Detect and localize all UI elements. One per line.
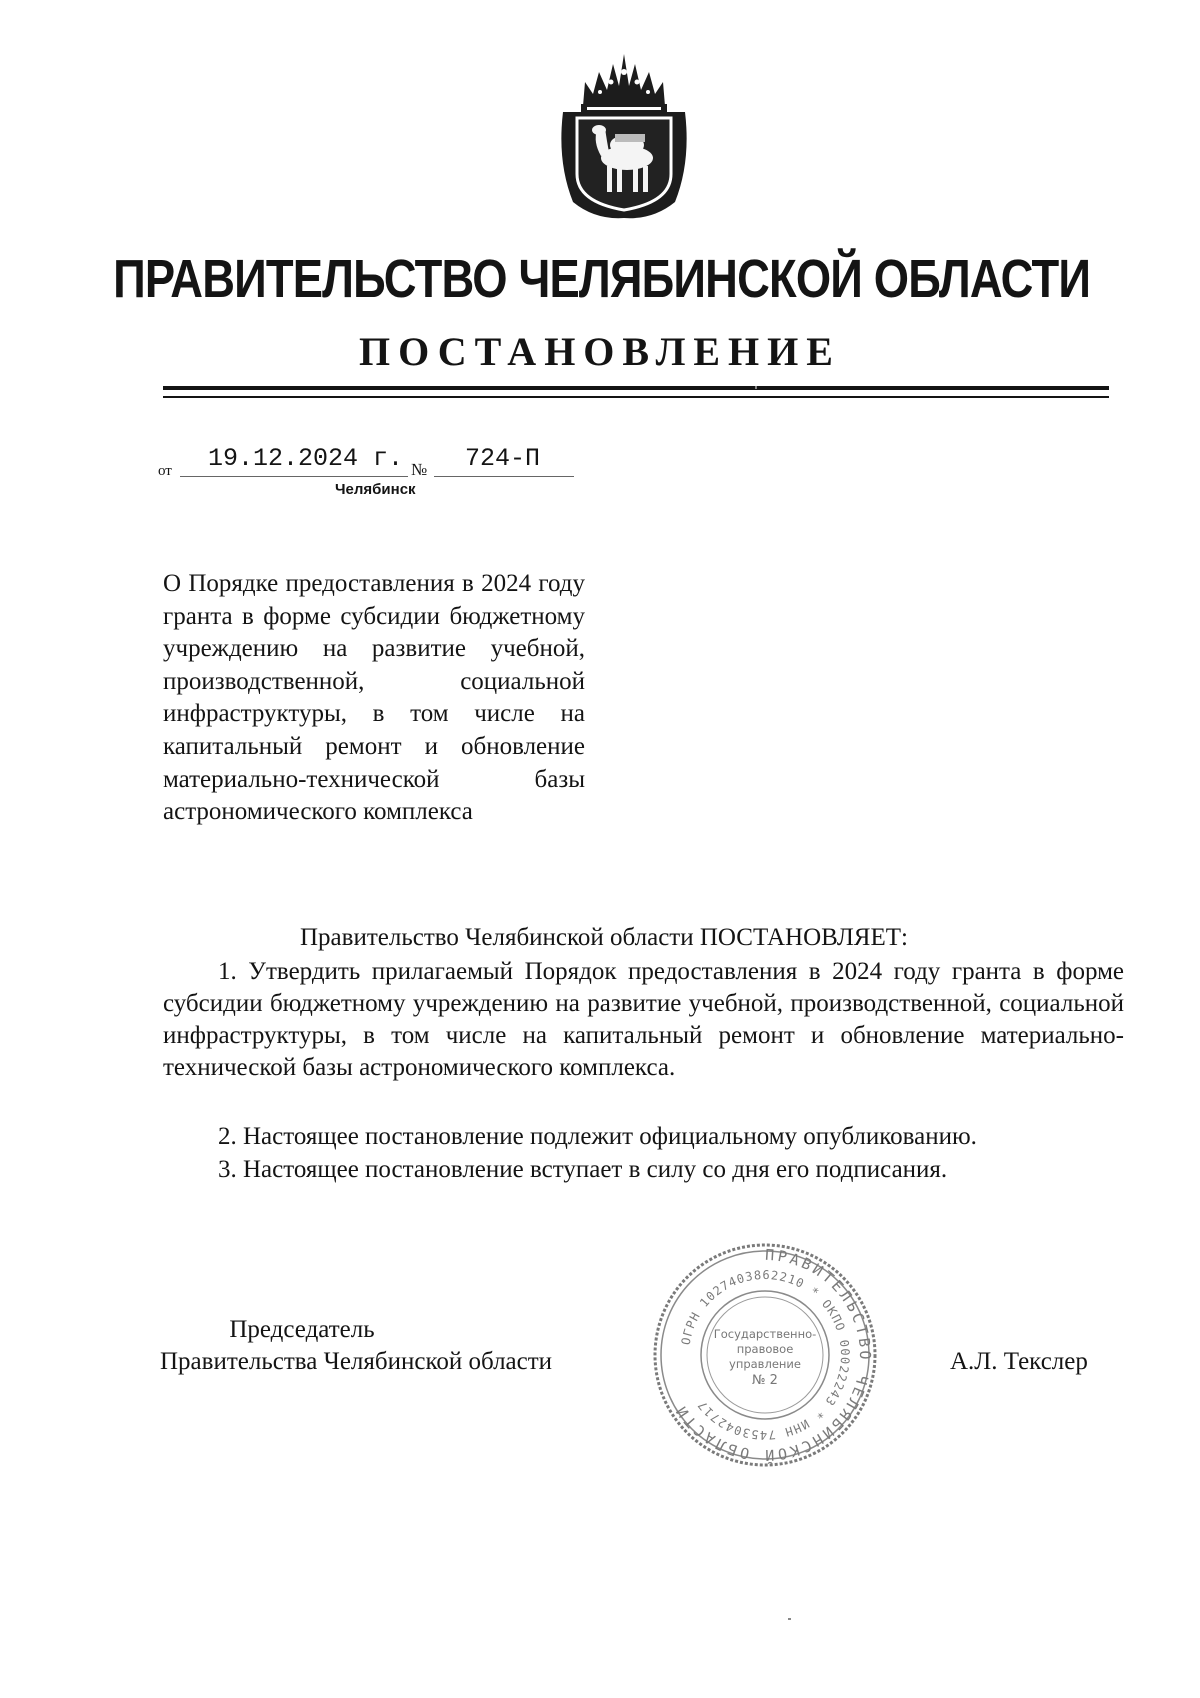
resolution-item-2: 2. Настоящее постановление подлежит официальному опубликованию. bbox=[218, 1123, 977, 1150]
issuing-authority-title: ПРАВИТЕЛЬСТВО ЧЕЛЯБИНСКОЙ ОБЛАСТИ bbox=[113, 249, 1091, 309]
document-number: 724-П bbox=[465, 444, 541, 473]
official-seal-stamp bbox=[650, 1240, 880, 1470]
seal-center-line-4: № 2 bbox=[752, 1373, 778, 1388]
seal-center-line-1: Государственно- bbox=[713, 1327, 817, 1341]
seal-center-line-2: правовое bbox=[736, 1342, 794, 1356]
seal-ring-text: ОГРН 1027403862210 * ОКПО 00022243 * ИНН 7453042717 bbox=[678, 1267, 853, 1443]
header-divider-thin bbox=[163, 396, 1109, 398]
seal-outer-text: ПРАВИТЕЛЬСТВО ЧЕЛЯБИНСКОЙ ОБЛАСТИ bbox=[671, 1245, 875, 1465]
coat-of-arms-icon bbox=[555, 42, 693, 220]
scan-speck bbox=[755, 386, 757, 389]
number-sign-label: № bbox=[411, 460, 428, 479]
resolution-item-1: 1. Утвердить прилагаемый Порядок предоставления в 2024 году гранта в форме субсидии бюджетному учреждению на развитие учебной, производственной, социальной инфраструктуры, в том числе на капитальный ремонт и обновление материально-технической базы астрономического комплекса. bbox=[163, 958, 1124, 1081]
resolution-item-3: 3. Настоящее постановление вступает в силу со дня его подписания. bbox=[218, 1156, 948, 1183]
issuing-city: Челябинск bbox=[335, 481, 416, 498]
date-prefix-label: от bbox=[158, 463, 172, 479]
signatory-name: А.Л. Текслер bbox=[950, 1348, 1088, 1375]
date-underline bbox=[180, 476, 408, 477]
header-divider-thick bbox=[163, 386, 1109, 390]
number-underline bbox=[434, 476, 574, 477]
signatory-title-line-1: Председатель bbox=[229, 1316, 375, 1343]
document-subject: О Порядке предоставления в 2024 году гранта в форме субсидии бюджетному учреждению на развитие учебной, производственной, социальной инфраструктуры, в том числе на капитальный ремонт и обновление материально-технической базы астрономического комплекса bbox=[163, 570, 585, 826]
preamble: Правительство Челябинской области ПОСТАНОВЛЯЕТ: bbox=[300, 924, 908, 951]
scan-speck bbox=[788, 1618, 791, 1620]
document-type-title: ПОСТАНОВЛЕНИЕ bbox=[359, 329, 841, 374]
signatory-title-line-2: Правительства Челябинской области bbox=[160, 1348, 553, 1375]
document-date: 19.12.2024 г. bbox=[208, 444, 404, 473]
seal-center-line-3: управление bbox=[729, 1357, 801, 1371]
